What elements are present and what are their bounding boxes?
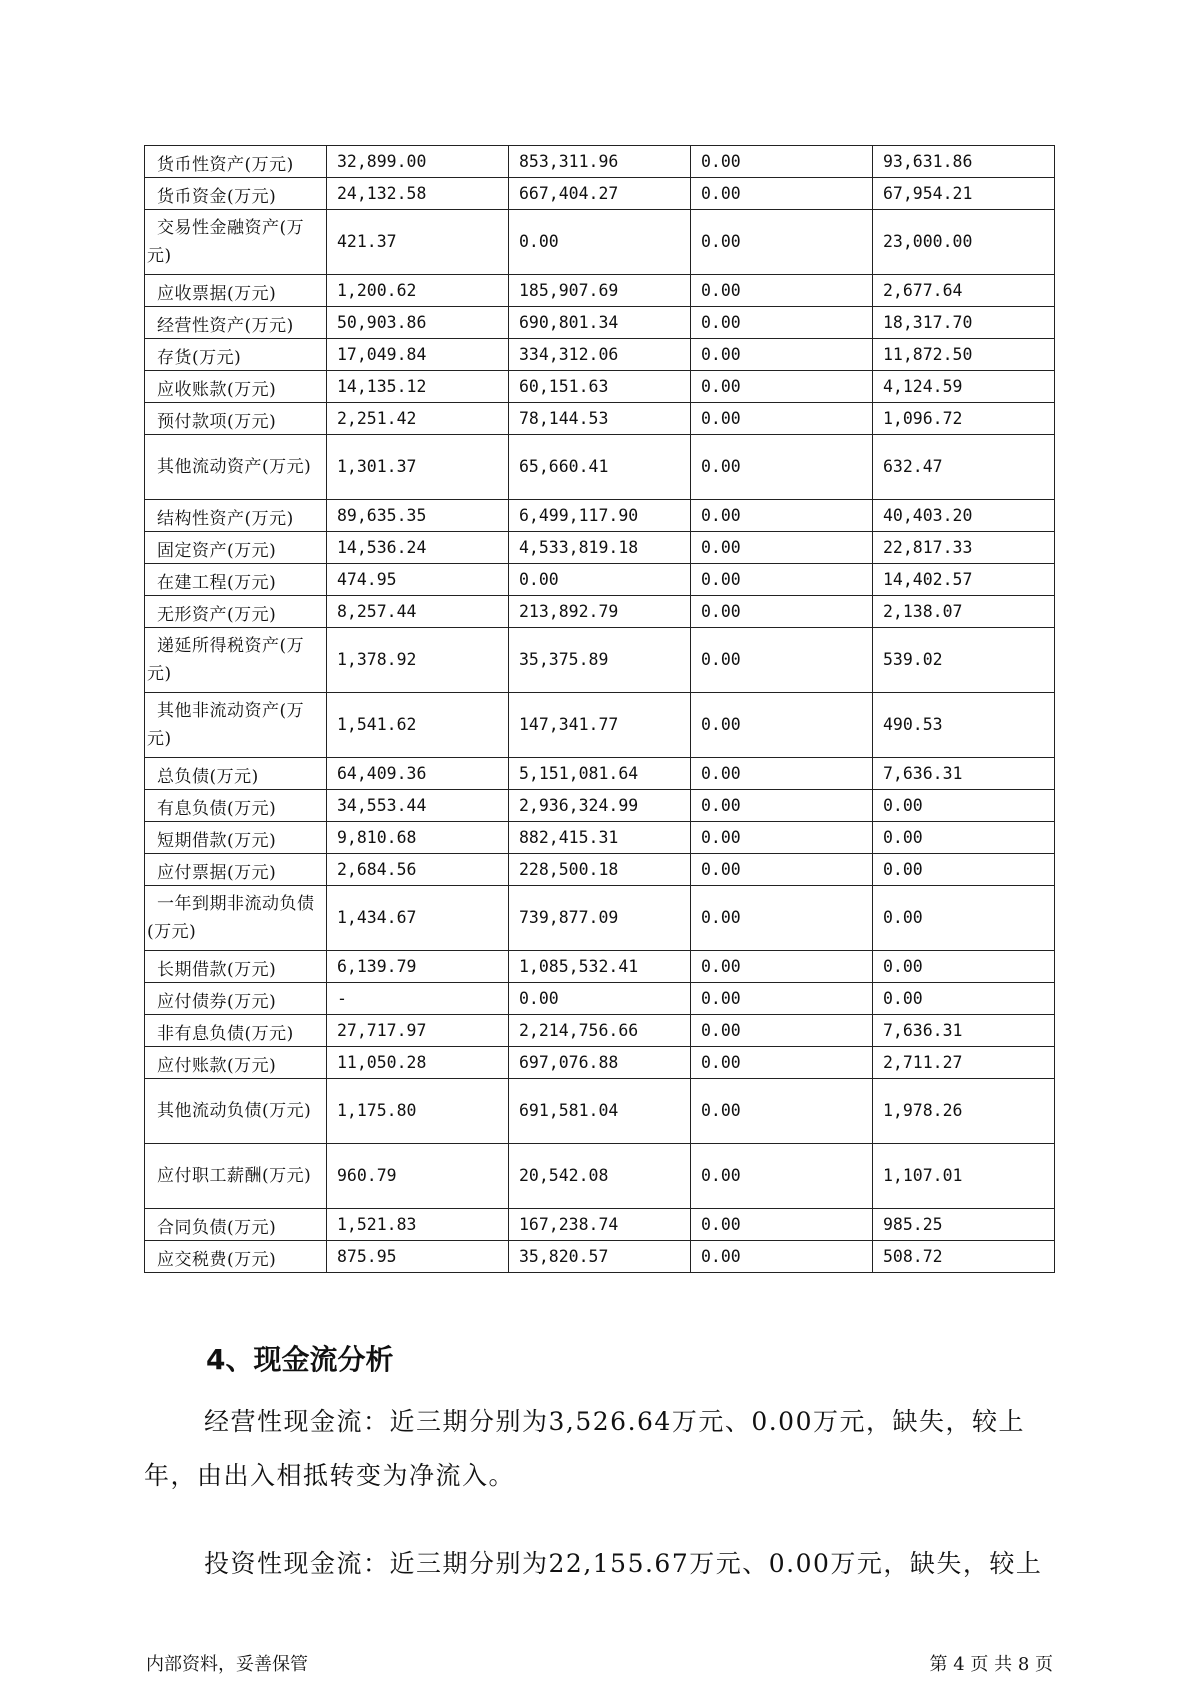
table-row xyxy=(145,371,1055,403)
value-cell-4: 23,000.00 xyxy=(873,210,1055,275)
table-row xyxy=(145,886,1055,951)
value-cell-2: 60,151.63 xyxy=(509,371,691,403)
value-cell-1: 474.95 xyxy=(327,564,509,596)
table-row xyxy=(145,951,1055,983)
value-cell-1: 14,536.24 xyxy=(327,532,509,564)
value-cell-3: 0.00 xyxy=(691,178,873,210)
row-label-cell: 应付职工薪酬(万元) xyxy=(145,1144,327,1209)
value-cell-4: 0.00 xyxy=(873,886,1055,951)
value-cell-3: 0.00 xyxy=(691,854,873,886)
row-label-cell: 应付票据(万元) xyxy=(145,854,327,886)
value-cell-1: 875.95 xyxy=(327,1241,509,1273)
row-label-cell: 固定资产(万元) xyxy=(145,532,327,564)
value-cell-1: 960.79 xyxy=(327,1144,509,1209)
table-row xyxy=(145,758,1055,790)
section-heading: 4、现金流分析 xyxy=(206,1343,394,1376)
value-cell-1: 17,049.84 xyxy=(327,339,509,371)
value-cell-1: 27,717.97 xyxy=(327,1015,509,1047)
row-label-cell: 其他非流动资产(万元) xyxy=(145,693,327,758)
row-label-cell: 其他流动负债(万元) xyxy=(145,1079,327,1144)
table-row xyxy=(145,564,1055,596)
row-label-cell: 存货(万元) xyxy=(145,339,327,371)
value-cell-3: 0.00 xyxy=(691,307,873,339)
table-row xyxy=(145,1015,1055,1047)
table-row xyxy=(145,1241,1055,1273)
value-cell-4: 632.47 xyxy=(873,435,1055,500)
value-cell-2: 334,312.06 xyxy=(509,339,691,371)
value-cell-2: 4,533,819.18 xyxy=(509,532,691,564)
value-cell-1: 50,903.86 xyxy=(327,307,509,339)
value-cell-4: 0.00 xyxy=(873,983,1055,1015)
value-cell-1: 2,684.56 xyxy=(327,854,509,886)
value-cell-3: 0.00 xyxy=(691,1015,873,1047)
value-cell-3: 0.00 xyxy=(691,1144,873,1209)
value-cell-1: 11,050.28 xyxy=(327,1047,509,1079)
value-cell-1: 421.37 xyxy=(327,210,509,275)
row-label-cell: 总负债(万元) xyxy=(145,758,327,790)
value-cell-2: 35,375.89 xyxy=(509,628,691,693)
value-cell-4: 539.02 xyxy=(873,628,1055,693)
value-cell-2: 667,404.27 xyxy=(509,178,691,210)
operating-cashflow-paragraph: 经营性现金流：近三期分别为3,526.64万元、0.00万元，缺失，较上年，由出入相抵转变为净流入。 xyxy=(144,1407,1025,1490)
row-label-cell: 其他流动资产(万元) xyxy=(145,435,327,500)
value-cell-3: 0.00 xyxy=(691,564,873,596)
value-cell-4: 985.25 xyxy=(873,1209,1055,1241)
value-cell-3: 0.00 xyxy=(691,693,873,758)
value-cell-3: 0.00 xyxy=(691,822,873,854)
value-cell-2: 691,581.04 xyxy=(509,1079,691,1144)
value-cell-2: 2,936,324.99 xyxy=(509,790,691,822)
value-cell-3: 0.00 xyxy=(691,403,873,435)
table-body xyxy=(145,146,1055,1273)
value-cell-3: 0.00 xyxy=(691,532,873,564)
row-label-cell: 经营性资产(万元) xyxy=(145,307,327,339)
value-cell-3: 0.00 xyxy=(691,596,873,628)
value-cell-4: 7,636.31 xyxy=(873,758,1055,790)
row-label-cell: 有息负债(万元) xyxy=(145,790,327,822)
row-label-cell: 在建工程(万元) xyxy=(145,564,327,596)
value-cell-3: 0.00 xyxy=(691,951,873,983)
value-cell-4: 490.53 xyxy=(873,693,1055,758)
value-cell-2: 882,415.31 xyxy=(509,822,691,854)
row-label-cell: 应收票据(万元) xyxy=(145,275,327,307)
value-cell-2: 0.00 xyxy=(509,210,691,275)
value-cell-2: 697,076.88 xyxy=(509,1047,691,1079)
table-row xyxy=(145,178,1055,210)
value-cell-2: 228,500.18 xyxy=(509,854,691,886)
value-cell-4: 11,872.50 xyxy=(873,339,1055,371)
row-label-cell: 一年到期非流动负债(万元) xyxy=(145,886,327,951)
row-label-cell: 货币资金(万元) xyxy=(145,178,327,210)
value-cell-3: 0.00 xyxy=(691,1241,873,1273)
value-cell-3: 0.00 xyxy=(691,371,873,403)
value-cell-1: 1,301.37 xyxy=(327,435,509,500)
value-cell-3: 0.00 xyxy=(691,339,873,371)
value-cell-4: 22,817.33 xyxy=(873,532,1055,564)
value-cell-1: 8,257.44 xyxy=(327,596,509,628)
value-cell-4: 67,954.21 xyxy=(873,178,1055,210)
value-cell-4: 508.72 xyxy=(873,1241,1055,1273)
investing-cashflow-paragraph: 投资性现金流：近三期分别为22,155.67万元、0.00万元，缺失，较上 xyxy=(204,1549,1043,1578)
table-row xyxy=(145,1144,1055,1209)
table-row xyxy=(145,790,1055,822)
value-cell-4: 1,978.26 xyxy=(873,1079,1055,1144)
value-cell-1: 1,200.62 xyxy=(327,275,509,307)
value-cell-4: 7,636.31 xyxy=(873,1015,1055,1047)
table-row xyxy=(145,403,1055,435)
value-cell-4: 40,403.20 xyxy=(873,500,1055,532)
value-cell-3: 0.00 xyxy=(691,210,873,275)
value-cell-1: 1,521.83 xyxy=(327,1209,509,1241)
value-cell-2: 20,542.08 xyxy=(509,1144,691,1209)
value-cell-3: 0.00 xyxy=(691,500,873,532)
row-label-cell: 递延所得税资产(万元) xyxy=(145,628,327,693)
value-cell-1: 1,541.62 xyxy=(327,693,509,758)
value-cell-2: 0.00 xyxy=(509,983,691,1015)
value-cell-3: 0.00 xyxy=(691,886,873,951)
row-label-cell: 无形资产(万元) xyxy=(145,596,327,628)
value-cell-4: 0.00 xyxy=(873,822,1055,854)
value-cell-4: 2,677.64 xyxy=(873,275,1055,307)
row-label-cell: 应交税费(万元) xyxy=(145,1241,327,1273)
row-label-cell: 短期借款(万元) xyxy=(145,822,327,854)
value-cell-4: 0.00 xyxy=(873,790,1055,822)
value-cell-3: 0.00 xyxy=(691,275,873,307)
row-label-cell: 货币性资产(万元) xyxy=(145,146,327,178)
row-label-cell: 应付债券(万元) xyxy=(145,983,327,1015)
row-label-cell: 长期借款(万元) xyxy=(145,951,327,983)
row-label-cell: 交易性金融资产(万元) xyxy=(145,210,327,275)
value-cell-4: 14,402.57 xyxy=(873,564,1055,596)
value-cell-2: 78,144.53 xyxy=(509,403,691,435)
table-row xyxy=(145,1209,1055,1241)
table-row xyxy=(145,983,1055,1015)
value-cell-4: 1,096.72 xyxy=(873,403,1055,435)
table-row xyxy=(145,1047,1055,1079)
value-cell-2: 167,238.74 xyxy=(509,1209,691,1241)
value-cell-2: 5,151,081.64 xyxy=(509,758,691,790)
value-cell-4: 4,124.59 xyxy=(873,371,1055,403)
value-cell-1: 9,810.68 xyxy=(327,822,509,854)
value-cell-3: 0.00 xyxy=(691,758,873,790)
value-cell-4: 2,138.07 xyxy=(873,596,1055,628)
value-cell-1: 1,378.92 xyxy=(327,628,509,693)
value-cell-1: 1,175.80 xyxy=(327,1079,509,1144)
value-cell-2: 2,214,756.66 xyxy=(509,1015,691,1047)
table-row xyxy=(145,628,1055,693)
value-cell-3: 0.00 xyxy=(691,1209,873,1241)
table-row xyxy=(145,146,1055,178)
row-label-cell: 合同负债(万元) xyxy=(145,1209,327,1241)
footer-page-number: 第 4 页 共 8 页 xyxy=(929,1654,1053,1675)
value-cell-3: 0.00 xyxy=(691,1079,873,1144)
table-row xyxy=(145,532,1055,564)
row-label-cell: 应收账款(万元) xyxy=(145,371,327,403)
value-cell-2: 853,311.96 xyxy=(509,146,691,178)
value-cell-1: 34,553.44 xyxy=(327,790,509,822)
table-row xyxy=(145,500,1055,532)
value-cell-3: 0.00 xyxy=(691,628,873,693)
value-cell-2: 6,499,117.90 xyxy=(509,500,691,532)
row-label-cell: 非有息负债(万元) xyxy=(145,1015,327,1047)
value-cell-2: 147,341.77 xyxy=(509,693,691,758)
value-cell-3: 0.00 xyxy=(691,1047,873,1079)
value-cell-3: 0.00 xyxy=(691,790,873,822)
value-cell-2: 213,892.79 xyxy=(509,596,691,628)
table-row xyxy=(145,822,1055,854)
value-cell-3: 0.00 xyxy=(691,146,873,178)
value-cell-2: 1,085,532.41 xyxy=(509,951,691,983)
table-row xyxy=(145,1079,1055,1144)
table-row xyxy=(145,854,1055,886)
value-cell-4: 1,107.01 xyxy=(873,1144,1055,1209)
table-row xyxy=(145,435,1055,500)
table-row xyxy=(145,210,1055,275)
table-row xyxy=(145,307,1055,339)
value-cell-4: 2,711.27 xyxy=(873,1047,1055,1079)
value-cell-1: 14,135.12 xyxy=(327,371,509,403)
value-cell-1: - xyxy=(327,983,509,1015)
value-cell-4: 18,317.70 xyxy=(873,307,1055,339)
value-cell-2: 35,820.57 xyxy=(509,1241,691,1273)
table-row xyxy=(145,339,1055,371)
value-cell-1: 89,635.35 xyxy=(327,500,509,532)
value-cell-1: 6,139.79 xyxy=(327,951,509,983)
value-cell-2: 690,801.34 xyxy=(509,307,691,339)
row-label-cell: 结构性资产(万元) xyxy=(145,500,327,532)
value-cell-2: 0.00 xyxy=(509,564,691,596)
value-cell-2: 739,877.09 xyxy=(509,886,691,951)
value-cell-2: 65,660.41 xyxy=(509,435,691,500)
value-cell-4: 0.00 xyxy=(873,854,1055,886)
table-row xyxy=(145,596,1055,628)
value-cell-3: 0.00 xyxy=(691,435,873,500)
value-cell-4: 93,631.86 xyxy=(873,146,1055,178)
table-row xyxy=(145,275,1055,307)
value-cell-3: 0.00 xyxy=(691,983,873,1015)
table-row xyxy=(145,693,1055,758)
value-cell-1: 2,251.42 xyxy=(327,403,509,435)
row-label-cell: 预付款项(万元) xyxy=(145,403,327,435)
value-cell-1: 24,132.58 xyxy=(327,178,509,210)
value-cell-1: 1,434.67 xyxy=(327,886,509,951)
value-cell-1: 32,899.00 xyxy=(327,146,509,178)
row-label-cell: 应付账款(万元) xyxy=(145,1047,327,1079)
value-cell-1: 64,409.36 xyxy=(327,758,509,790)
footer-confidential-note: 内部资料，妥善保管 xyxy=(146,1654,308,1675)
value-cell-4: 0.00 xyxy=(873,951,1055,983)
financial-data-table xyxy=(144,145,1055,1273)
value-cell-2: 185,907.69 xyxy=(509,275,691,307)
